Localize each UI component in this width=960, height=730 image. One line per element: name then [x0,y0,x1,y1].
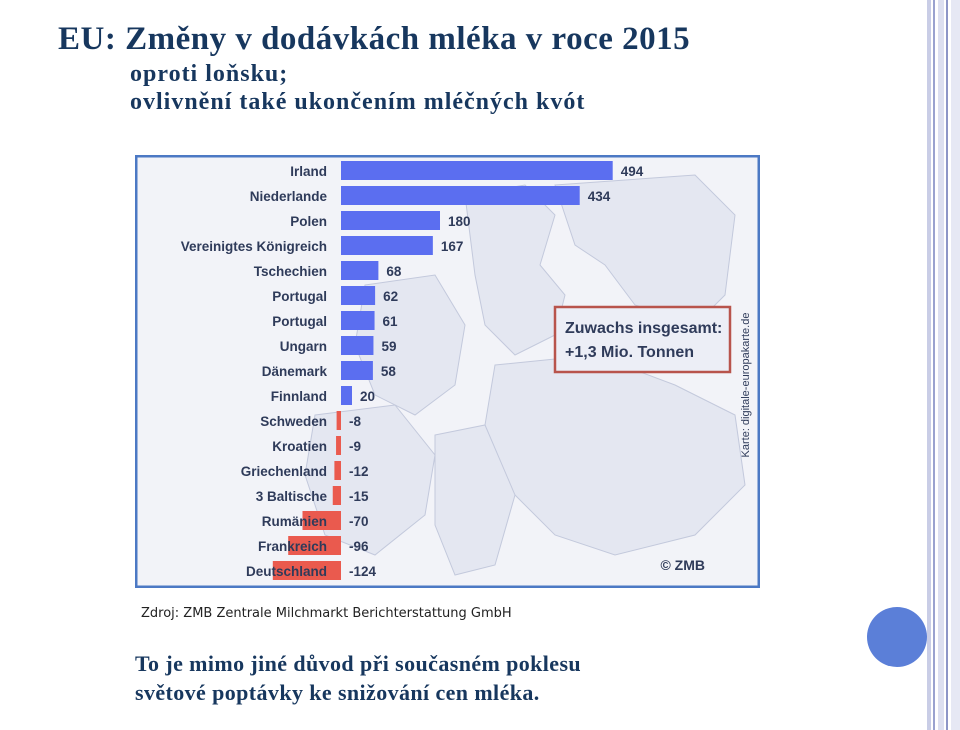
footer-line-1: To je mimo jiné důvod při současném poklesu [135,651,582,676]
bar [333,486,341,505]
title-line-2: oproti loňsku; [130,60,289,87]
category-label: Portugal [272,314,327,329]
category-label: Irland [290,164,327,179]
footer-text [135,649,855,707]
category-label: Tschechien [253,264,327,279]
bar [341,336,373,355]
bar [341,236,433,255]
category-label: Niederlande [249,189,327,204]
category-label: Portugal [272,289,327,304]
bar [341,386,352,405]
decor-stripe [938,0,944,730]
value-label: -70 [349,514,369,529]
category-label: Vereinigtes Königreich [180,239,327,254]
annotation-box [555,307,730,372]
decor-stripe [951,0,960,730]
footer-line-2: světové poptávky ke snižování cen mléka. [135,680,540,705]
value-label: 68 [386,264,402,279]
value-label: -12 [349,464,369,479]
category-label: Schweden [260,414,327,429]
copyright-label: © ZMB [660,557,705,573]
decor-circle [867,607,927,667]
category-label: 3 Baltische [255,489,327,504]
bar [341,186,580,205]
bar [341,211,440,230]
value-label: 59 [381,339,397,354]
value-label: -15 [349,489,369,504]
bar [341,311,375,330]
decor-stripe [933,0,935,730]
milk-delivery-chart [135,155,760,588]
category-label: Polen [290,214,327,229]
bar [341,261,378,280]
category-label: Griechenland [240,464,327,479]
decor-stripe [927,0,931,730]
bar [341,161,613,180]
value-label: 62 [383,289,399,304]
category-label: Frankreich [257,539,327,554]
source-note: Zdroj: ZMB Zentrale Milchmarkt Berichterstattung GmbH [141,606,512,621]
category-label: Rumänien [261,514,327,529]
annotation-line-1: Zuwachs insgesamt: [565,320,723,337]
bar [334,461,341,480]
value-label: 61 [382,314,398,329]
bar [341,361,373,380]
annotation-line-2: +1,3 Mio. Tonnen [565,344,695,361]
bar [337,411,341,430]
value-label: -8 [349,414,362,429]
value-label: -96 [349,539,369,554]
value-label: -124 [349,564,377,579]
category-label: Ungarn [279,339,327,354]
value-label: 434 [587,189,611,204]
bar [336,436,341,455]
category-label: Dänemark [261,364,327,379]
decor-stripe [946,0,948,730]
bar [341,286,375,305]
value-label: 180 [448,214,471,229]
title-line-3: ovlivnění také ukončením mléčných kvót [130,89,586,116]
value-label: 167 [440,239,464,254]
category-label: Kroatien [272,439,327,454]
annotation-frame [555,307,730,372]
value-label: 494 [620,164,644,179]
value-label: 20 [360,389,376,404]
chart-svg [135,155,760,588]
title-line-1: EU: Změny v dodávkách mléka v roce 2015 [58,21,691,57]
map-credit: Karte: digitale-europakarte.de [740,312,752,458]
value-label: 58 [380,364,396,379]
category-label: Deutschland [245,564,327,579]
value-label: -9 [349,439,362,454]
category-label: Finnland [270,389,327,404]
slide-title [58,20,690,117]
